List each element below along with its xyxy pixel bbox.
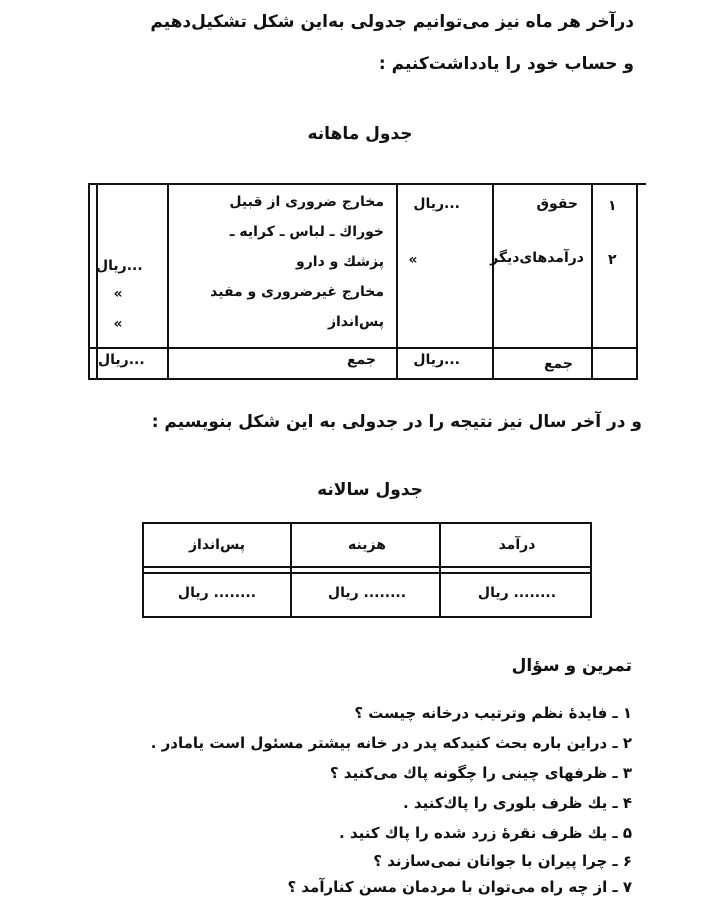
- expense-total-amount: ...ریال: [98, 352, 145, 368]
- yearly-header-income: درآمد: [498, 537, 536, 553]
- expense-amount: ...ریال: [96, 258, 143, 274]
- yearly-row-divider: [142, 572, 592, 574]
- yearly-value-expense: ........ ریال: [327, 585, 407, 601]
- exercises-title: تمرین و سؤال: [511, 656, 632, 676]
- monthly-col-divider: [591, 183, 593, 380]
- income-total-amount: ...ریال: [413, 352, 460, 368]
- expense-total-label: جمع: [346, 352, 376, 368]
- income-label: حقوق: [536, 196, 578, 212]
- expense-item: مخارج غیرضروری و مفید: [210, 284, 384, 300]
- monthly-col-divider: [396, 183, 398, 380]
- monthly-col-divider: [167, 183, 169, 380]
- yearly-col-divider: [439, 522, 441, 618]
- expense-item: خوراك ـ لباس ـ كرايه ـ: [229, 224, 384, 240]
- expense-item: پس‌انداز: [327, 314, 384, 330]
- intro-line-1: درآخر هر ماه نیز می‌توانیم جدولی به‌این شکل تشکیل‌دهیم: [150, 12, 634, 32]
- monthly-col-divider: [492, 183, 494, 380]
- monthly-left-border: [88, 183, 90, 380]
- intro-line-2: و حساب خود را یادداشت‌کنیم :: [378, 54, 634, 74]
- income-total-label: جمع: [543, 356, 573, 372]
- yearly-intro: و در آخر سال نیز نتیجه را در جدولی به این شکل بنویسیم :: [151, 412, 642, 432]
- exercise-item: ۵ ـ يك ظرف نقرۀ زرد شده را پاك كنيد .: [339, 824, 632, 842]
- exercise-item: ۷ ـ از چه راه می‌توان با مردمان مسن کنارآمد ؟: [287, 878, 632, 896]
- yearly-value-savings: ........ ریال: [177, 585, 257, 601]
- yearly-top-border: [142, 522, 592, 524]
- expense-item: مخارج ضروری از قبیل: [229, 194, 384, 210]
- expense-amount: »: [113, 316, 123, 332]
- yearly-row-divider: [142, 566, 592, 568]
- exercise-item: ۴ ـ يك ظرف بلوری را پاك‌كنيد .: [403, 794, 632, 812]
- monthly-bottom-border: [88, 378, 638, 380]
- yearly-table-title: جدول سالانه: [317, 480, 423, 500]
- monthly-table-title: جدول ماهانه: [307, 124, 413, 144]
- expense-item: پزشك و دارو: [296, 254, 384, 270]
- exercise-item: ۲ ـ دراین باره بحث کنیدکه پدر در خانه بیشتر مسئول است یامادر .: [150, 734, 632, 752]
- yearly-right-border: [590, 522, 592, 618]
- yearly-table: [142, 522, 592, 622]
- expense-amount: »: [113, 286, 123, 302]
- row-number: ۱: [608, 198, 617, 214]
- yearly-header-expense: هزینه: [348, 537, 386, 553]
- yearly-bottom-border: [142, 616, 592, 618]
- row-number: ۲: [608, 252, 617, 268]
- monthly-table: [88, 183, 646, 383]
- income-label: درآمدهای‌دیگر: [490, 250, 584, 266]
- exercise-item: ۱ ـ فایدۀ نظم وترتیب درخانه چیست ؟: [354, 704, 632, 722]
- income-amount: »: [408, 252, 418, 268]
- exercise-item: ۶ ـ چرا پیران با جوانان نمی‌سازند ؟: [373, 852, 632, 870]
- yearly-value-income: ........ ریال: [477, 585, 557, 601]
- yearly-col-divider: [290, 522, 292, 618]
- yearly-header-savings: پس‌انداز: [188, 537, 246, 553]
- monthly-right-border: [636, 183, 638, 380]
- income-amount: ...ریال: [413, 196, 460, 212]
- monthly-top-border: [88, 183, 646, 185]
- yearly-left-border: [142, 522, 144, 618]
- exercise-item: ۳ ـ ظرفهای چینی را چگونه پاك می‌کنید ؟: [329, 764, 632, 782]
